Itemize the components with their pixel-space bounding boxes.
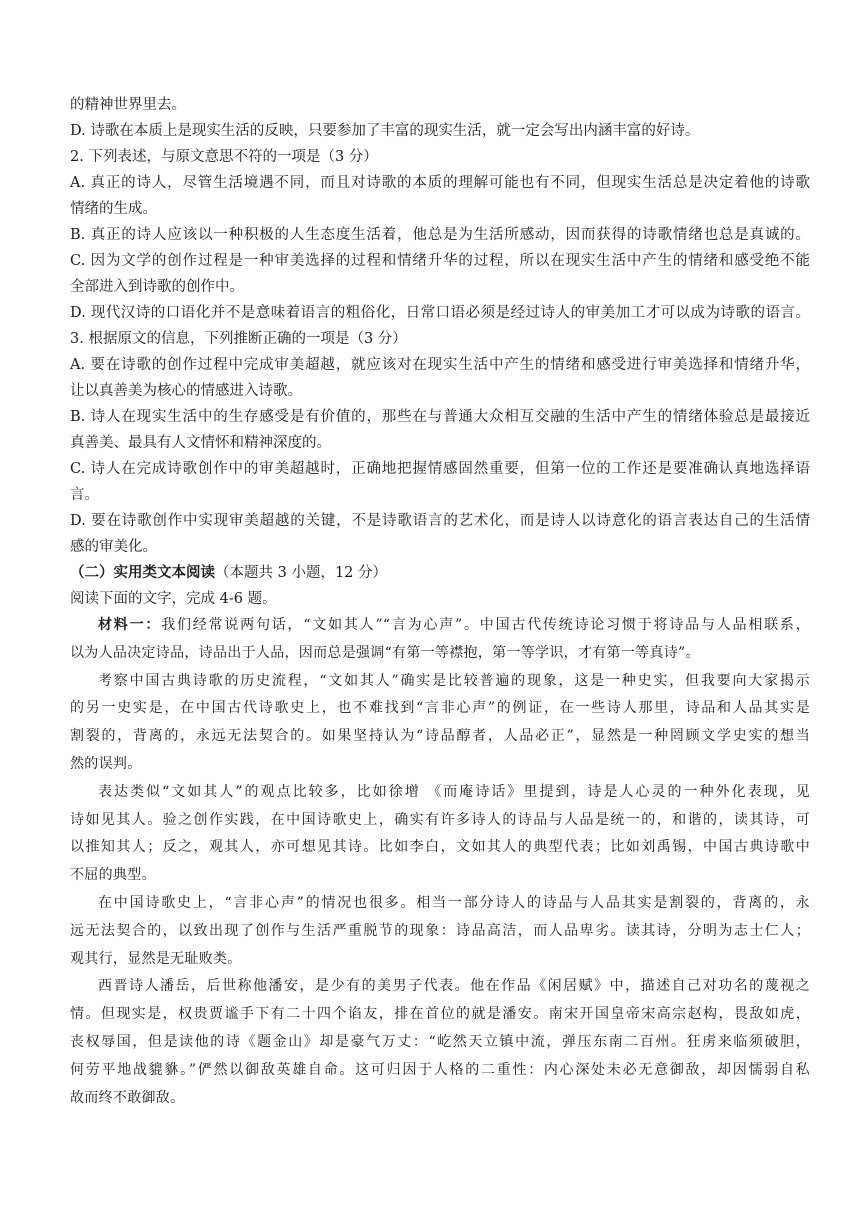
- question-3: [70, 326, 810, 560]
- q3-option-c-line2: 言。: [70, 487, 99, 503]
- material-1-paragraph-2-line1: 考察中国古典诗歌的历史流程，“文如其人”确实是比较普遍的现象，这是一种史实，但我要向大家揭示: [98, 672, 810, 689]
- material-1-paragraph-5-line2: 情。但现实是，权贵贾谧手下有二十四个谄友，排在首位的就是潘安。南宋开国皇帝宋高宗赵构，畏敌如虎，: [70, 1006, 810, 1023]
- material-1-paragraph-4-line1: 在中国诗歌史上，“言非心声”的情况也很多。相当一部分诗人的诗品与人品其实是割裂的，背离的，永: [98, 894, 810, 911]
- q1-option-d: D. 诗歌在本质上是现实生活的反映，只要参加了丰富的现实生活，就一定会写出内涵丰富的好诗。: [70, 123, 700, 139]
- q2-option-a-line1: A. 真正的诗人，尽管生活境遇不同，而且对诗歌的本质的理解可能也有不同，但现实生活总是决定着他的诗歌: [70, 175, 810, 191]
- q3-option-a-line1: A. 要在诗歌的创作过程中完成审美超越，就应该对在现实生活中产生的情绪和感受进行审美选择和情绪升华，: [70, 357, 810, 373]
- material-1-paragraph-5-line3: 丧权辱国，但是读他的诗《题金山》却是豪气万丈：“屹然天立镇中流，弹压东南二百州。狂虏来临须破胆，: [70, 1033, 810, 1050]
- material-1-label: 材料一：: [98, 617, 162, 633]
- material-1-paragraph-5-line1: 西晋诗人潘岳，后世称他潘安，是少有的美男子代表。他在作品《闲居赋》中，描述自己对功名的蔑视之: [98, 978, 810, 995]
- material-1-paragraph-4-line3: 观其行，显然是无耻败类。: [70, 950, 242, 967]
- material-1-paragraph-2-line4: 然的误判。: [70, 755, 142, 772]
- material-1-paragraph-3-line4: 不屈的典型。: [70, 867, 156, 884]
- material-1: [70, 612, 810, 1112]
- q2-option-a-line2: 情绪的生成。: [70, 201, 157, 217]
- document-page: [70, 92, 810, 1112]
- material-1-paragraph-2-line3: 割裂的，背离的，永远无法契合的。如果坚持认为“诗品醇者，人品必正”，显然是一种罔顾文学史实的想当: [70, 728, 810, 745]
- material-1-paragraph-3-line1: 表达类似“文如其人”的观点比较多，比如徐增 《而庵诗话》里提到，诗是人心灵的一种外化表现，见: [98, 783, 810, 800]
- q2-stem: 2. 下列表述，与原文意思不符的一项是（3 分）: [70, 149, 378, 165]
- section-2-subtitle: （本题共 3 小题，12 分）: [215, 565, 388, 581]
- q3-option-b-line1: B. 诗人在现实生活中的生存感受是有价值的，那些在与普通大众相互交融的生活中产生的情绪体验总是最接近: [70, 409, 810, 425]
- material-1-paragraph-2-line2: 的另一史实是，在中国古代诗歌史上，也不难找到“言非心声”的例证，在一些诗人那里，诗品和人品其实是: [70, 700, 810, 717]
- section-2-instruction: 阅读下面的文字，完成 4-6 题。: [70, 591, 277, 607]
- material-1-paragraph-1-line1: [70, 612, 810, 640]
- section-2-title: （二）实用类文本阅读: [70, 564, 215, 581]
- q3-option-d-line2: 感的审美化。: [70, 539, 157, 555]
- q2-option-d: D. 现代汉诗的口语化并不是意味着语言的粗俗化，日常口语必须是经过诗人的审美加工才可以成为诗歌的语言。: [70, 305, 810, 321]
- section-2-heading: [70, 560, 810, 612]
- section-2-title-line: [70, 560, 810, 586]
- q3-option-a-line2: 让以真善美为核心的情感进入诗歌。: [70, 383, 302, 399]
- question-2: [70, 144, 810, 326]
- material-1-paragraph-5-line5: 故而终不敢御敌。: [70, 1089, 185, 1106]
- paragraph-continuation: 的精神世界里去。: [70, 97, 186, 113]
- material-1-paragraph-5-line4: 何劳平地战貔貅。”俨然以御敌英雄自命。这可归因于人格的二重性：内心深处未必无意御敌，却因懦弱自私: [70, 1061, 810, 1078]
- q3-option-d-line1: D. 要在诗歌创作中实现审美超越的关键，不是诗歌语言的艺术化，而是诗人以诗意化的语言表达自己的生活情: [70, 513, 810, 529]
- q2-option-c-line2: 全部进入到诗歌的创作中。: [70, 279, 244, 295]
- question-1-tail: [70, 92, 810, 144]
- q3-option-c-line1: C. 诗人在完成诗歌创作中的审美超越时，正确地把握情感固然重要，但第一位的工作还是要准确认真地选择语: [70, 461, 810, 477]
- q3-option-b-line2: 真善美、最具有人文情怀和精神深度的。: [70, 435, 331, 451]
- material-1-paragraph-4-line2: 远无法契合的，以致出现了创作与生活严重脱节的现象：诗品高洁，而人品卑劣。读其诗，分明为志士仁人；: [70, 922, 810, 939]
- material-1-paragraph-1-line2: 以为人品决定诗品，诗品出于人品，因而总是强调“有第一等襟抱，第一等学识，才有第一等真诗”。: [70, 644, 700, 661]
- q2-option-c-line1: C. 因为文学的创作过程是一种审美选择的过程和情绪升华的过程，所以在现实生活中产生的情绪和感受绝不能: [70, 253, 810, 269]
- q2-option-b: B. 真正的诗人应该以一种积极的人生态度生活着，他总是为生活所感动，因而获得的诗歌情绪也总是真诚的。: [70, 227, 810, 243]
- q3-stem: 3. 根据原文的信息，下列推断正确的一项是（3 分）: [70, 331, 407, 347]
- material-1-paragraph-3-line3: 以推知其人；反之，观其人，亦可想见其诗。比如李白，文如其人的典型代表；比如刘禹锡，中国古典诗歌中: [70, 839, 810, 856]
- material-1-p1-text: 我们经常说两句话，“文如其人”“言为心声”。中国古代传统诗论习惯于将诗品与人品相联系，: [161, 617, 810, 633]
- material-1-paragraph-3-line2: 诗如见其人。验之创作实践，在中国诗歌史上，确实有许多诗人的诗品与人品是统一的，和谐的，读其诗，可: [70, 811, 810, 828]
